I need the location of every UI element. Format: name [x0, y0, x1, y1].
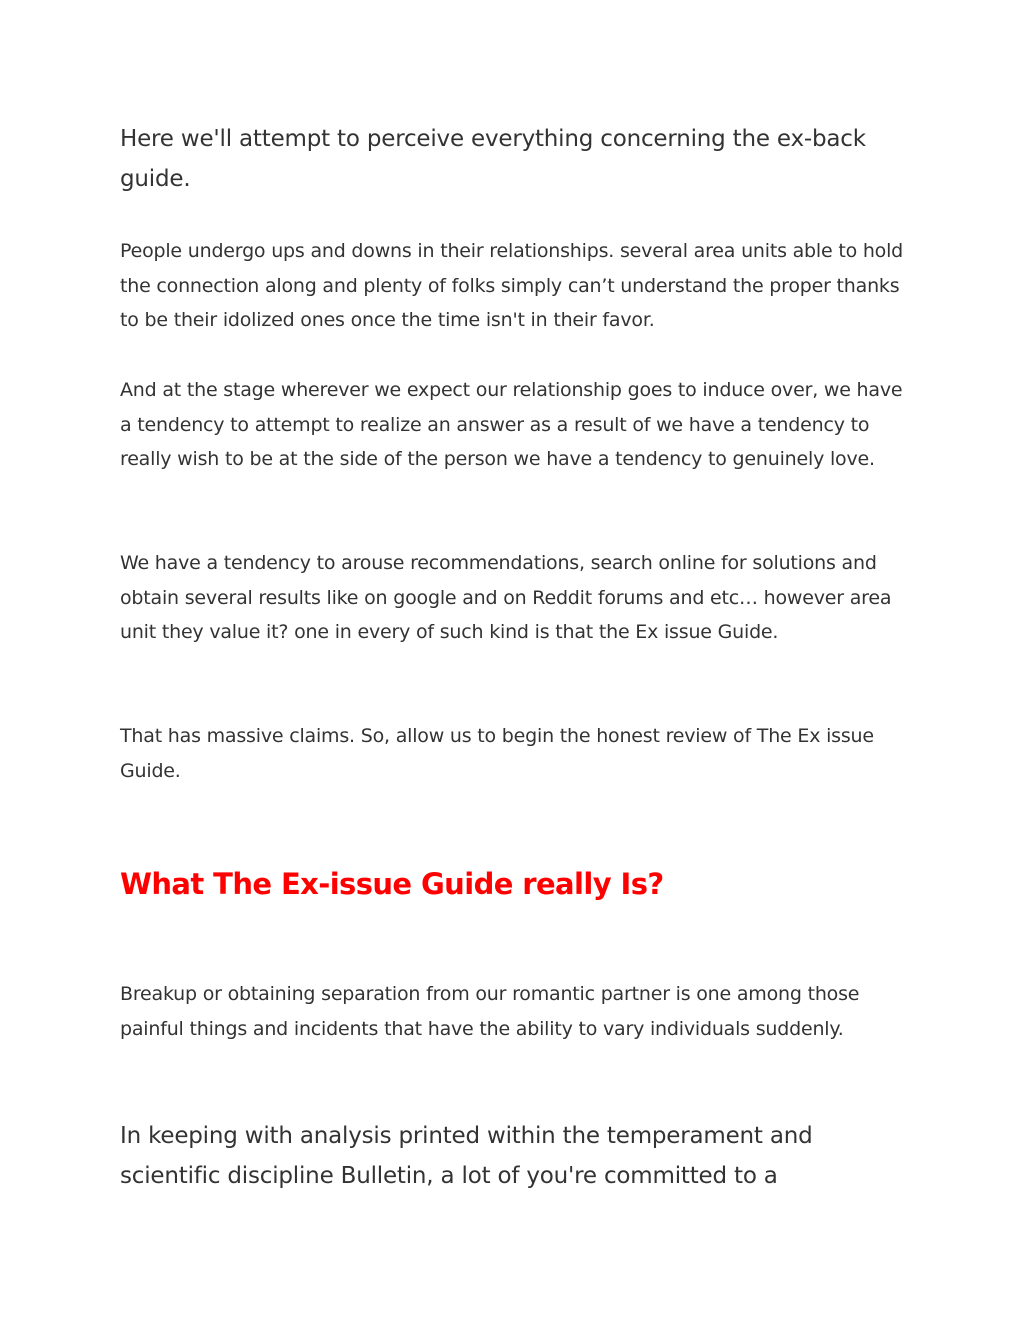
body-paragraph-6: In keeping with analysis printed within the temperament and scientific discipline Bulletin, a lot of you're committed to a [120, 1123, 813, 1189]
body-paragraph-5: Breakup or obtaining separation from our romantic partner is one among those painful things and incidents that have the ability to vary individuals suddenly. [120, 983, 860, 1040]
body-paragraph-2: And at the stage wherever we expect our relationship goes to induce over, we have a tendency to attempt to realize an answer as a result of we have a tendency to really wish to be at the side of the person we have a tendency to genuinely love. [120, 379, 903, 471]
body-paragraph-4: That has massive claims. So, allow us to begin the honest review of The Ex issue Guide. [120, 725, 874, 782]
body-paragraph-1: People undergo ups and downs in their relationships. several area units able to hold the connection along and plenty of folks simply can’t understand the proper thanks to be their idolized ones once the time isn't in their favor. [120, 240, 904, 332]
body-paragraph-3: We have a tendency to arouse recommendations, search online for solutions and obtain several results like on google and on Reddit forums and etc… however area unit they value it? one in every of such kind is that the Ex issue Guide. [120, 552, 892, 644]
intro-paragraph: Here we'll attempt to perceive everything concerning the ex-back guide. [120, 126, 866, 192]
section-heading: What The Ex-issue Guide really Is? [120, 867, 664, 901]
